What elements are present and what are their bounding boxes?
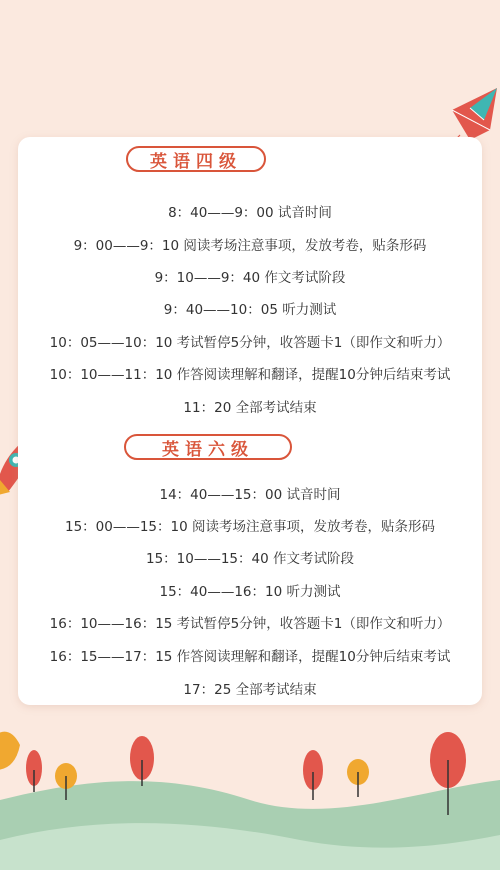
hill-icon: [0, 780, 500, 870]
schedule-row: 9：40——10：05 听力测试: [163, 302, 337, 318]
schedule-row: 15：40——16：10 听力测试: [159, 584, 341, 600]
schedule-row: 9：10——9：40 作文考试阶段: [154, 270, 346, 286]
schedule-row: 15：10——15：40 作文考试阶段: [145, 551, 354, 567]
schedule-row: 9：00——9：10 阅读考场注意事项，发放考卷，贴条形码: [73, 238, 427, 254]
schedule-row: 16：10——16：15 考试暂停5分钟，收答题卡1（即作文和听力）: [49, 616, 451, 632]
schedule-row: 16：15——17：15 作答阅读理解和翻译，提醒10分钟后结束考试: [49, 649, 451, 665]
schedule-row: 14：40——15：00 试音时间: [159, 487, 341, 503]
schedule-row: 10：05——10：10 考试暂停5分钟，收答题卡1（即作文和听力）: [49, 335, 451, 351]
schedule-row: 17：25 全部考试结束: [183, 682, 317, 698]
schedule-row: 8：40——9：00 试音时间: [168, 205, 332, 221]
schedule-row: 10：10——11：10 作答阅读理解和翻译，提醒10分钟后结束考试: [49, 367, 451, 383]
section-title-cet6: 英语六级: [124, 434, 292, 460]
section-title-cet4: 英语四级: [126, 146, 266, 172]
schedule-row: 15：00——15：10 阅读考场注意事项，发放考卷，贴条形码: [64, 519, 435, 535]
schedule-row: 11：20 全部考试结束: [183, 400, 317, 416]
